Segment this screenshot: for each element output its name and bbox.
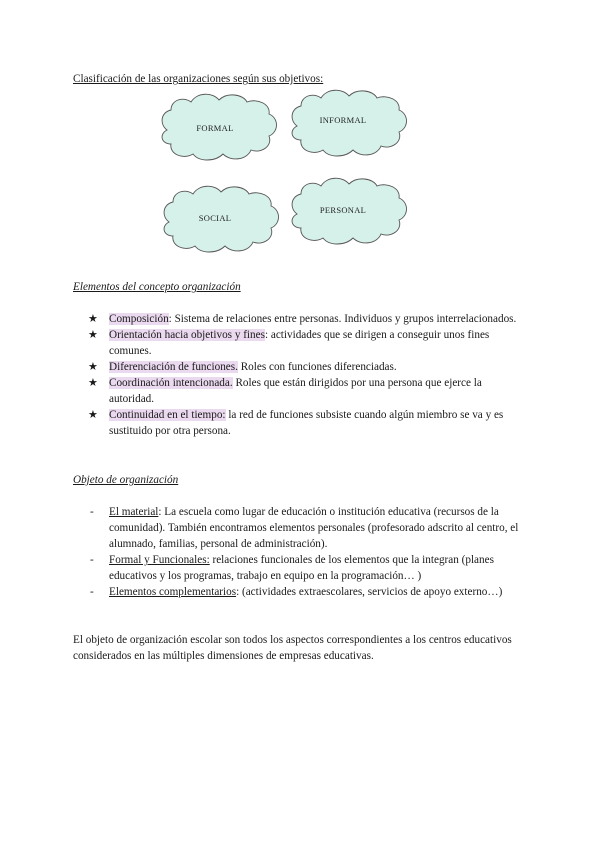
object-list <box>88 504 528 600</box>
list-item <box>88 584 528 600</box>
item-text: : La escuela como lugar de educación o institución educativa (recursos de la comunidad). También encontramos elementos personales (profesorado adscrito al centro, el alumnado, familias, personal de administración). <box>109 506 519 550</box>
cloud-label-social: SOCIAL <box>198 213 232 223</box>
star-icon: ★ <box>88 312 98 325</box>
page-title: Clasificación de las organizaciones según sus objetivos: <box>73 73 324 85</box>
cloud-personal <box>292 178 406 244</box>
list-item <box>88 552 528 584</box>
cloud-formal <box>162 94 276 160</box>
item-text: relaciones funcionales de los elementos que la integran (planes educativos y los programas, trabajo en equipo en la programación… ) <box>109 554 494 582</box>
list-item <box>88 311 528 327</box>
list-item <box>88 504 528 552</box>
dash-bullet: - <box>90 506 94 518</box>
list-item <box>88 375 528 407</box>
cloud-informal <box>292 90 406 156</box>
list-item <box>88 407 528 439</box>
cloud-label-personal: PERSONAL <box>319 205 367 215</box>
elements-list <box>88 311 528 439</box>
item-text: : (actividades extraescolares, servicios de apoyo externo…) <box>236 586 503 598</box>
item-term: Diferenciación de funciones. <box>109 361 238 373</box>
cloud-label-informal: INFORMAL <box>319 115 367 125</box>
item-term: Continuidad en el tiempo: <box>109 409 226 421</box>
star-icon: ★ <box>88 360 98 373</box>
item-term: Formal y Funcionales: <box>109 554 210 566</box>
item-term: Coordinación intencionada. <box>109 377 233 389</box>
star-icon: ★ <box>88 328 98 341</box>
list-item <box>88 359 528 375</box>
item-text: Roles que están dirigidos por una persona que ejerce la autoridad. <box>109 377 482 405</box>
item-term: Elementos complementarios <box>109 586 237 598</box>
item-text: Roles con funciones diferenciadas. <box>237 361 397 373</box>
section-heading-elementos: Elementos del concepto organización <box>73 281 241 293</box>
section-heading-objeto: Objeto de organización <box>73 474 179 486</box>
organization-types-diagram <box>155 86 415 258</box>
item-term: El material <box>109 506 159 518</box>
item-term: Composición <box>109 313 169 325</box>
dash-bullet: - <box>90 554 94 566</box>
item-text: la red de funciones subsiste cuando algún miembro se va y es sustituido por otra persona. <box>109 409 504 437</box>
item-term: Orientación hacia objetivos y fines <box>109 329 265 341</box>
item-text: : Sistema de relaciones entre personas. Individuos y grupos interrelacionados. <box>168 313 517 325</box>
list-item <box>88 327 528 359</box>
star-icon: ★ <box>88 376 98 389</box>
item-text: : actividades que se dirigen a conseguir unos fines comunes. <box>109 329 490 357</box>
cloud-label-formal: FORMAL <box>196 123 234 133</box>
dash-bullet: - <box>90 586 94 598</box>
closing-paragraph: El objeto de organización escolar son todos los aspectos correspondientes a los centros educativos considerados en las múltiples dimensiones de empresas educativas. <box>73 634 512 662</box>
star-icon: ★ <box>88 408 98 421</box>
cloud-social <box>164 186 278 252</box>
